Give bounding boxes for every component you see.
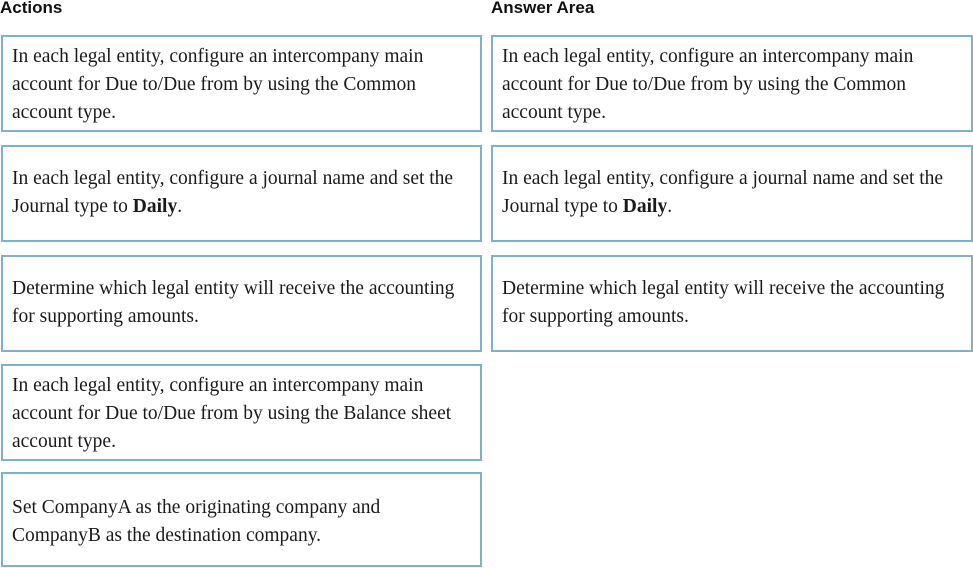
action-item-text: Set CompanyA as the originating company and CompanyB as the destination company. xyxy=(12,497,381,546)
answer-item-common-account[interactable] xyxy=(491,35,973,132)
action-item-text: Determine which legal entity will receive the accounting for supporting amounts. xyxy=(12,278,455,327)
action-item-originating-company[interactable] xyxy=(1,472,482,567)
action-item-bold-text: Daily xyxy=(132,196,178,217)
action-item-text: In each legal entity, configure an intercompany main account for Due to/Due from by using the Balance sheet account type. xyxy=(12,375,452,452)
answer-area-heading: Answer Area xyxy=(491,0,595,17)
answer-item-bold-text: Daily xyxy=(622,196,668,217)
answer-item-text-end: . xyxy=(667,196,673,217)
answer-item-determine-legal-entity[interactable] xyxy=(491,255,973,352)
action-item-text: In each legal entity, configure a journal name and set the Journal type to xyxy=(12,168,454,217)
answer-item-text: Determine which legal entity will receive the accounting for supporting amounts. xyxy=(502,278,945,327)
action-item-common-account[interactable] xyxy=(1,35,482,132)
actions-heading: Actions xyxy=(0,0,63,17)
answer-item-text: In each legal entity, configure an intercompany main account for Due to/Due from by using the Common account type. xyxy=(502,46,914,123)
action-item-text: In each legal entity, configure an intercompany main account for Due to/Due from by using the Common account type. xyxy=(12,46,424,123)
action-item-text-end: . xyxy=(177,196,183,217)
action-item-determine-legal-entity[interactable] xyxy=(1,255,482,352)
action-item-journal-name[interactable] xyxy=(1,145,482,242)
answer-item-journal-name[interactable] xyxy=(491,145,973,242)
action-item-balance-sheet-account[interactable] xyxy=(1,364,482,461)
answer-item-text: In each legal entity, configure a journal name and set the Journal type to xyxy=(502,168,944,217)
